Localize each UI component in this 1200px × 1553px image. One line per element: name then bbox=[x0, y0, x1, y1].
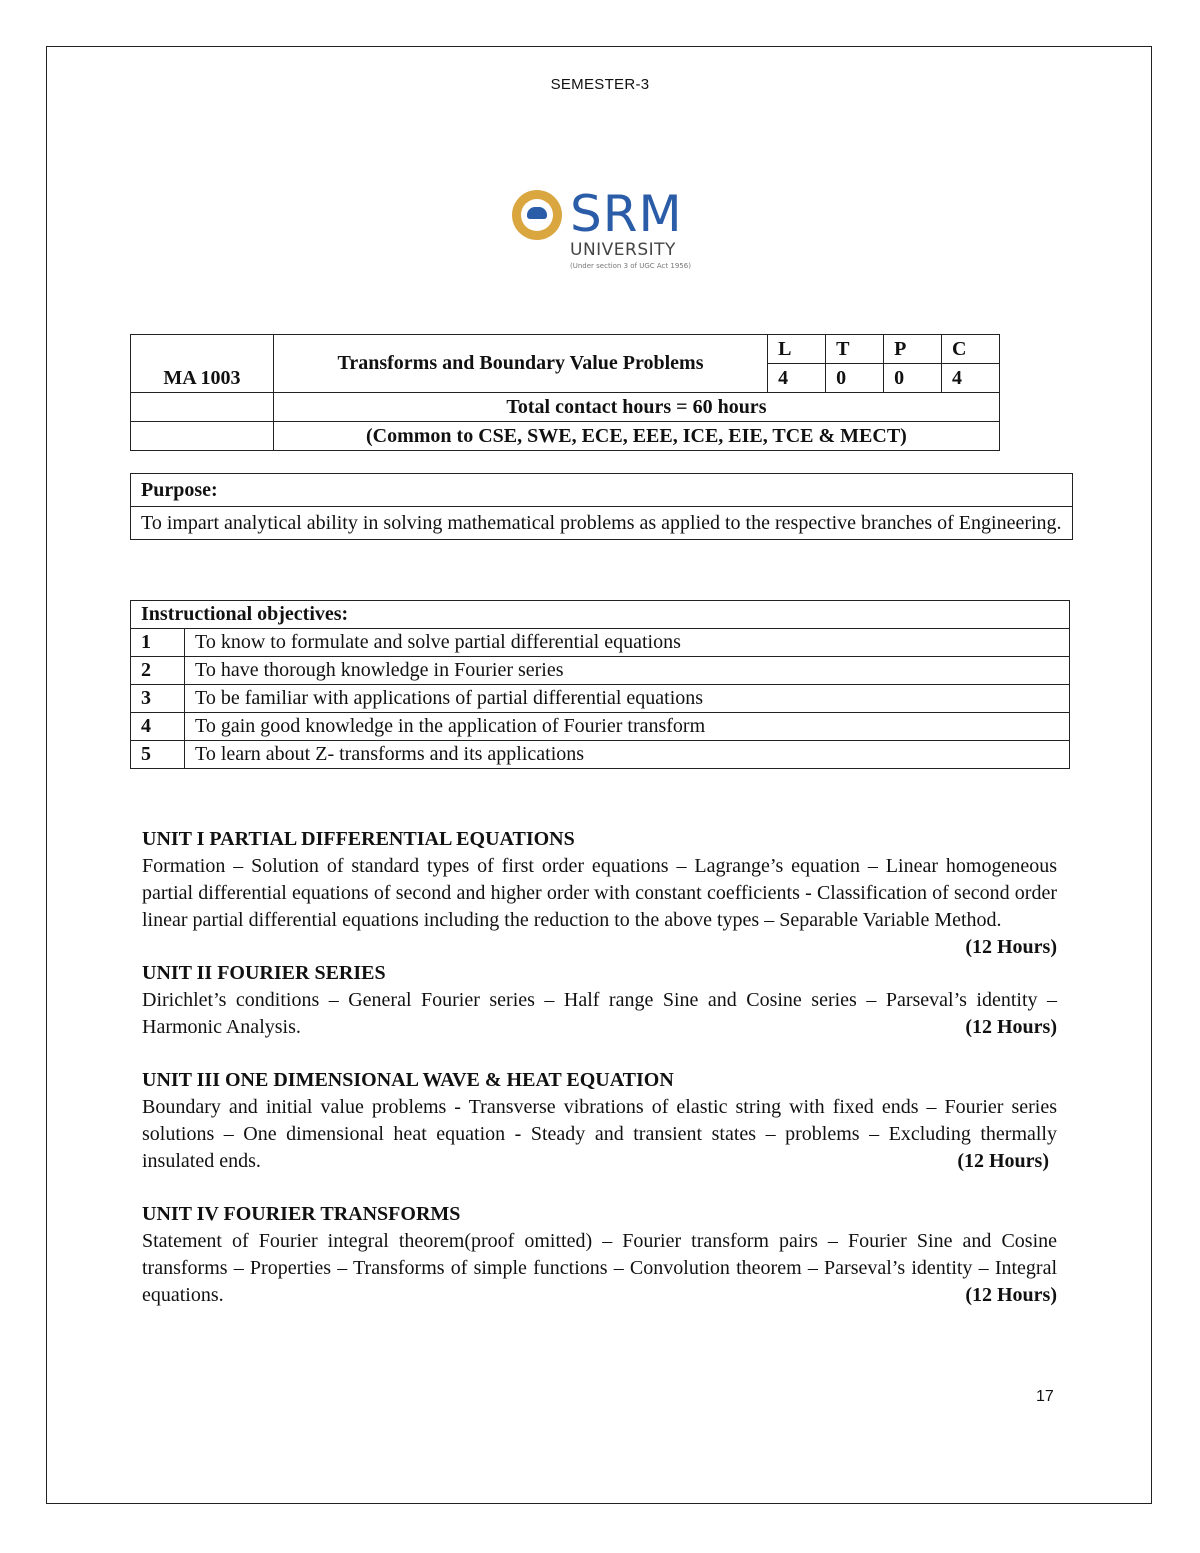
table-row bbox=[131, 713, 1070, 741]
empty-cell bbox=[131, 422, 274, 451]
unit-hours: (12 Hours) bbox=[965, 1016, 1057, 1038]
objective-number: 5 bbox=[131, 741, 185, 769]
table-row bbox=[131, 741, 1070, 769]
table-row bbox=[131, 657, 1070, 685]
university-logo bbox=[510, 186, 700, 278]
objectives-heading: Instructional objectives: bbox=[131, 601, 1070, 629]
unit-description: Dirichlet’s conditions – General Fourier series – Half range Sine and Cosine series – Parseval’s identity – Harmonic Analysis. bbox=[142, 989, 1057, 1038]
empty-cell bbox=[131, 393, 274, 422]
objective-number: 4 bbox=[131, 713, 185, 741]
course-info-table bbox=[130, 334, 1000, 451]
unit-hours: (12 Hours) bbox=[957, 1150, 1049, 1172]
logo-note: (Under section 3 of UGC Act 1956) bbox=[570, 262, 691, 270]
page-number: 17 bbox=[1036, 1388, 1054, 1405]
ltpc-value-t: 0 bbox=[826, 364, 884, 393]
objectives-table bbox=[130, 600, 1070, 769]
objective-number: 3 bbox=[131, 685, 185, 713]
contact-hours: Total contact hours = 60 hours bbox=[273, 393, 999, 422]
unit-title: UNIT IV FOURIER TRANSFORMS bbox=[142, 1203, 461, 1225]
ltpc-value-c: 4 bbox=[942, 364, 1000, 393]
objective-text: To know to formulate and solve partial differential equations bbox=[185, 629, 1070, 657]
table-row bbox=[131, 685, 1070, 713]
logo-name: SRM bbox=[570, 185, 683, 243]
logo-subtitle: UNIVERSITY bbox=[570, 240, 676, 260]
unit-title: UNIT III ONE DIMENSIONAL WAVE & HEAT EQUATION bbox=[142, 1069, 674, 1091]
ltpc-label-c: C bbox=[942, 335, 1000, 364]
unit-title: UNIT II FOURIER SERIES bbox=[142, 962, 386, 984]
objective-number: 1 bbox=[131, 629, 185, 657]
common-to: (Common to CSE, SWE, ECE, EEE, ICE, EIE, TCE & MECT) bbox=[273, 422, 999, 451]
ltpc-label-l: L bbox=[768, 335, 826, 364]
purpose-table bbox=[130, 473, 1073, 540]
course-code: MA 1003 bbox=[131, 335, 274, 393]
university-seal-icon bbox=[512, 190, 562, 240]
purpose-heading: Purpose: bbox=[131, 474, 1073, 507]
unit-body bbox=[142, 987, 1057, 1041]
unit-body bbox=[142, 1094, 1057, 1175]
unit-description: Boundary and initial value problems - Transverse vibrations of elastic string with fixed ends – Fourier series solutions – One dimensional heat equation - Steady and transient states – problems – Excluding thermally insulated ends. bbox=[142, 1096, 1057, 1172]
unit-section bbox=[142, 1201, 1057, 1309]
unit-body bbox=[142, 1228, 1057, 1309]
objective-number: 2 bbox=[131, 657, 185, 685]
unit-section bbox=[142, 826, 1057, 958]
unit-description: Formation – Solution of standard types of first order equations – Lagrange’s equation – Linear homogeneous partial differential equations of second and higher order with constant coefficients - Classification of second order linear partial differential equations including the reduction to the above types – Separable Variable Method. bbox=[142, 855, 1057, 931]
objective-text: To gain good knowledge in the application of Fourier transform bbox=[185, 713, 1070, 741]
ltpc-value-l: 4 bbox=[768, 364, 826, 393]
objective-text: To have thorough knowledge in Fourier series bbox=[185, 657, 1070, 685]
unit-section bbox=[142, 960, 1057, 1041]
unit-hours: (12 Hours) bbox=[965, 1284, 1057, 1306]
unit-hours: (12 Hours) bbox=[965, 936, 1057, 958]
ltpc-label-t: T bbox=[826, 335, 884, 364]
unit-description: Statement of Fourier integral theorem(proof omitted) – Fourier transform pairs – Fourier Sine and Cosine transforms – Properties – Transforms of simple functions – Convolution theorem – Parseval’s identity – Integral equations. bbox=[142, 1230, 1057, 1306]
ltpc-value-p: 0 bbox=[884, 364, 942, 393]
ltpc-label-p: P bbox=[884, 335, 942, 364]
syllabus-units bbox=[142, 826, 1057, 1335]
objective-text: To learn about Z- transforms and its applications bbox=[185, 741, 1070, 769]
semester-header: SEMESTER-3 bbox=[550, 76, 650, 93]
course-title: Transforms and Boundary Value Problems bbox=[273, 335, 767, 393]
table-row bbox=[131, 629, 1070, 657]
purpose-text: To impart analytical ability in solving mathematical problems as applied to the respective branches of Engineering. bbox=[131, 507, 1073, 540]
unit-body bbox=[142, 853, 1057, 958]
unit-section bbox=[142, 1067, 1057, 1175]
unit-title: UNIT I PARTIAL DIFFERENTIAL EQUATIONS bbox=[142, 828, 575, 850]
objective-text: To be familiar with applications of partial differential equations bbox=[185, 685, 1070, 713]
